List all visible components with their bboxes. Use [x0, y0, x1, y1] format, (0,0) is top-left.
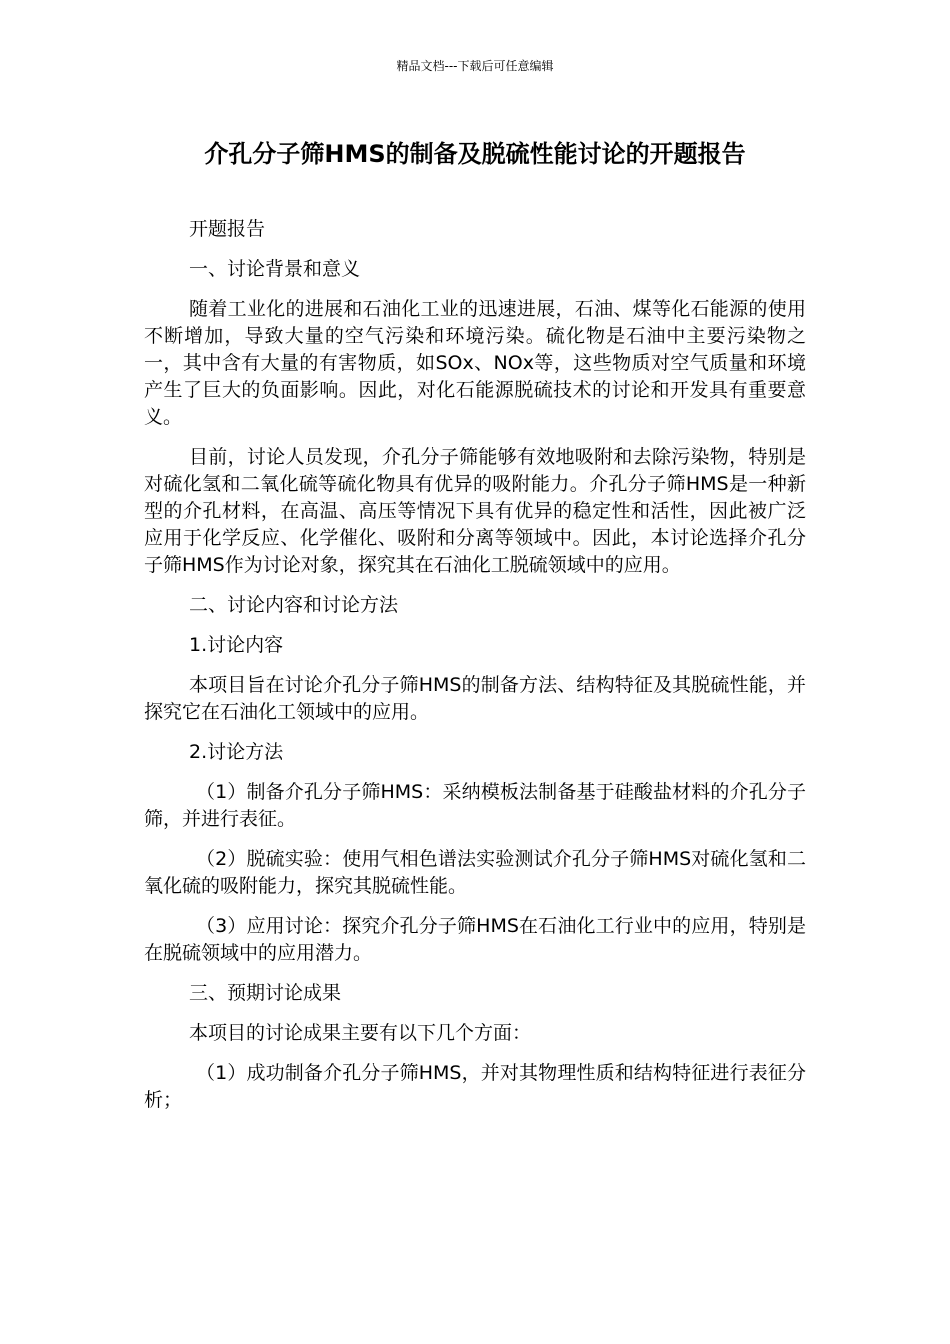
subheading-content: 1.讨论内容 — [189, 634, 284, 656]
method-item-1: （1）制备介孔分子筛HMS：采纳模板法制备基于硅酸盐材料的介孔分子筛，并进行表征。 — [144, 781, 806, 830]
method-item-2: （2）脱硫实验：使用气相色谱法实验测试介孔分子筛HMS对硫化氢和二氧化硫的吸附能力，探究其脱硫性能。 — [144, 848, 806, 897]
method-item-3: （3）应用讨论：探究介孔分子筛HMS在石油化工行业中的应用，特别是在脱硫领域中的应用潜力。 — [144, 915, 806, 964]
subheading-methods: 2.讨论方法 — [189, 741, 284, 763]
report-label: 开题报告 — [189, 218, 266, 240]
paragraph-background-1: 随着工业化的进展和石油化工业的迅速进展，石油、煤等化石能源的使用不断增加，导致大量的空气污染和环境污染。硫化物是石油中主要污染物之一，其中含有大量的有害物质，如SOx、NOx等，这些物质对空气质量和环境产生了巨大的负面影响。因此，对化石能源脱硫技术的讨论和开发具有重要意义。 — [144, 298, 806, 428]
paragraph-content: 本项目旨在讨论介孔分子筛HMS的制备方法、结构特征及其脱硫性能，并探究它在石油化工领域中的应用。 — [144, 674, 806, 723]
document-body — [144, 216, 806, 1127]
outcome-item-1: （1）成功制备介孔分子筛HMS，并对其物理性质和结构特征进行表征分析； — [144, 1062, 806, 1111]
paragraph-background-2: 目前，讨论人员发现，介孔分子筛能够有效地吸附和去除污染物，特别是对硫化氢和二氧化硫等硫化物具有优异的吸附能力。介孔分子筛HMS是一种新型的介孔材料，在高温、高压等情况下具有优异的稳定性和活性，因此被广泛应用于化学反应、化学催化、吸附和分离等领域中。因此，本讨论选择介孔分子筛HMS作为讨论对象，探究其在石油化工脱硫领域中的应用。 — [144, 446, 806, 576]
document-title: 介孔分子筛HMS的制备及脱硫性能讨论的开题报告 — [204, 140, 746, 168]
page-header: 精品文档---下载后可任意编辑 — [396, 59, 554, 73]
section-heading-background: 一、讨论背景和意义 — [189, 258, 361, 280]
paragraph-outcomes-intro: 本项目的讨论成果主要有以下几个方面： — [189, 1022, 532, 1044]
section-heading-outcomes: 三、预期讨论成果 — [189, 982, 342, 1004]
section-heading-content-methods: 二、讨论内容和讨论方法 — [189, 594, 399, 616]
